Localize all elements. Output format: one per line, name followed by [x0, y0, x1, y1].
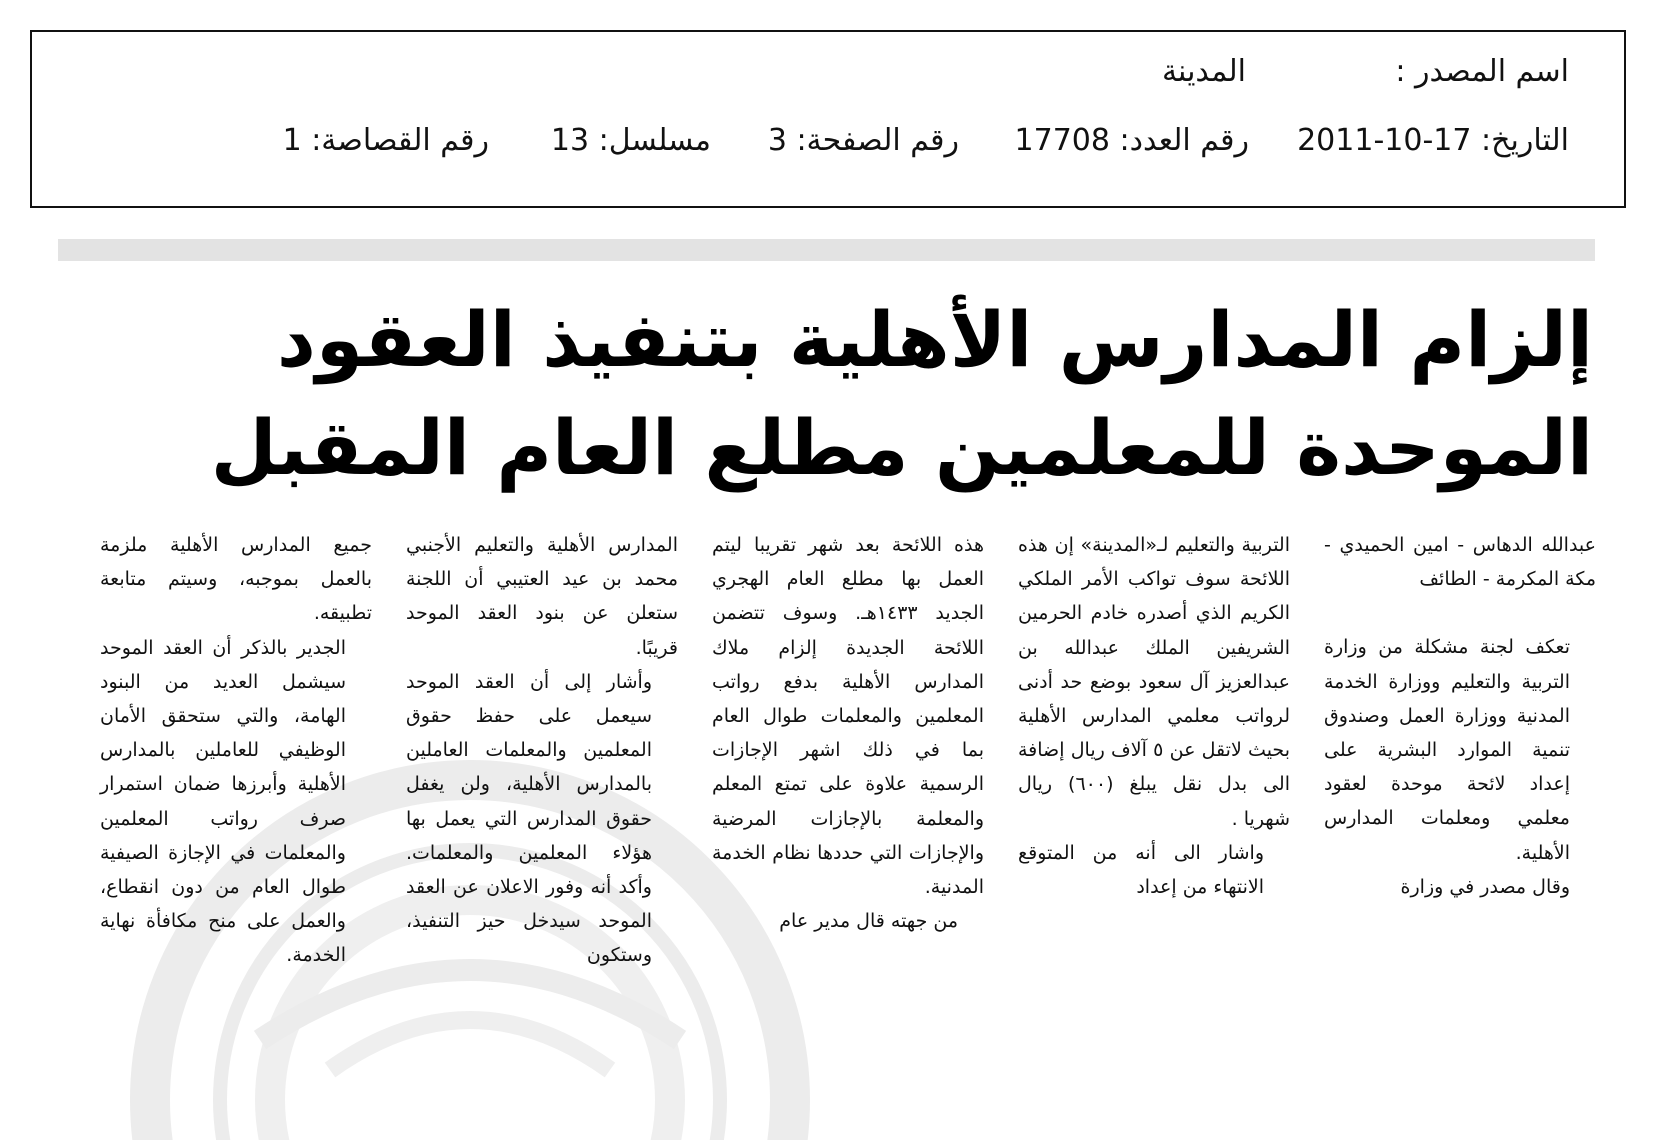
clipping-number-field: رقم القصاصة: 1 [282, 123, 489, 158]
article-paragraph: وأشار إلى أن العقد الموحد سيعمل على حفظ حقوق المعلمين والمعلمات العاملين بالمدارس الأهلية، ولن يغفل حقوق المدارس التي يعمل بها هؤلاء المعلمين والمعلمات. وأكد أنه وفور الاعلان عن العقد الموحد سيدخل حيز التنفيذ، وستكون [406, 670, 652, 967]
article-paragraph: وقال مصدر في وزارة [1400, 875, 1570, 898]
article-paragraph: جميع المدارس الأهلية ملزمة بالعمل بموجبه، وسيتم متابعة تطبيقه. [100, 534, 372, 625]
article-paragraph: تعكف لجنة مشكلة من وزارة التربية والتعليم ووزارة الخدمة المدنية ووزارة العمل وصندوق تنمية الموارد البشرية على إعداد لائحة موحدة لعقود معلمي ومعلمات المدارس الأهلية. [1324, 636, 1570, 864]
article-headline: إلزام المدارس الأهلية بتنفيذ العقود الموحدة للمعلمين مطلع العام المقبل [210, 295, 1593, 492]
article-paragraph: الجدير بالذكر أن العقد الموحد سيشمل العديد من البنود الهامة، والتي ستحقق الأمان الوظيفي للعاملين بالمدارس الأهلية وأبرزها ضمان استمرار صرف رواتب المعلمين والمعلمات في الإجازة الصيفية طوال العام من دون انقطاع، والعمل على منح مكافأة نهاية الخدمة. [100, 636, 346, 967]
issue-number-field: رقم العدد: 17708 [1014, 123, 1249, 158]
article-paragraph: التربية والتعليم لـ«المدينة» إن هذه اللائحة سوف تواكب الأمر الملكي الكريم الذي أصدره خادم الحرمين الشريفين الملك عبدالله بن عبدالعزيز آل سعود بوضع حد أدنى لرواتب معلمي المدارس الأهلية بحيث لاتقل عن ٥ آلاف ريال إضافة الى بدل نقل يبلغ (٦٠٠) ريال شهريا . [1018, 534, 1290, 830]
article-column-5 [100, 528, 372, 973]
article-column-3 [712, 528, 984, 938]
article-paragraph: هذه اللائحة بعد شهر تقريبا ليتم العمل بها مطلع العام الهجري الجديد ١٤٣٣هـ. وسوف تتضمن اللائحة الجديدة إلزام ملاك المدارس الأهلية بدفع رواتب المعلمين والمعلمات طوال العام بما في ذلك اشهر الإجازات الرسمية علاوة على تمتع المعلم والمعلمة بالإجازات المرضية والإجازات التي حددها نظام الخدمة المدنية. [712, 534, 984, 899]
article-paragraph: المدارس الأهلية والتعليم الأجنبي محمد بن عيد العتيبي أن اللجنة ستعلن عن بنود العقد الموحد قريبًا. [406, 534, 678, 659]
source-name: المدينة [1161, 54, 1246, 89]
article-paragraph: من جهته قال مدير عام [779, 910, 958, 933]
article-paragraph: واشار الى أنه من المتوقع الانتهاء من إعداد [1018, 841, 1264, 899]
article-column-1 [1324, 528, 1596, 904]
page-number-field: رقم الصفحة: 3 [767, 123, 959, 158]
article-body [100, 528, 1596, 998]
article-column-4 [406, 528, 678, 973]
date-field: التاريخ: 17-10-2011 [1297, 123, 1569, 158]
article-column-2 [1018, 528, 1290, 904]
source-label: اسم المصدر : [1395, 54, 1569, 89]
article-byline: عبدالله الدهاس - امين الحميدي - مكة المكرمة - الطائف [1324, 534, 1596, 591]
source-info-box [30, 30, 1626, 208]
serial-field: مسلسل: 13 [550, 123, 711, 158]
paragraph-gap [1324, 596, 1596, 630]
header-divider-bar [58, 239, 1595, 261]
